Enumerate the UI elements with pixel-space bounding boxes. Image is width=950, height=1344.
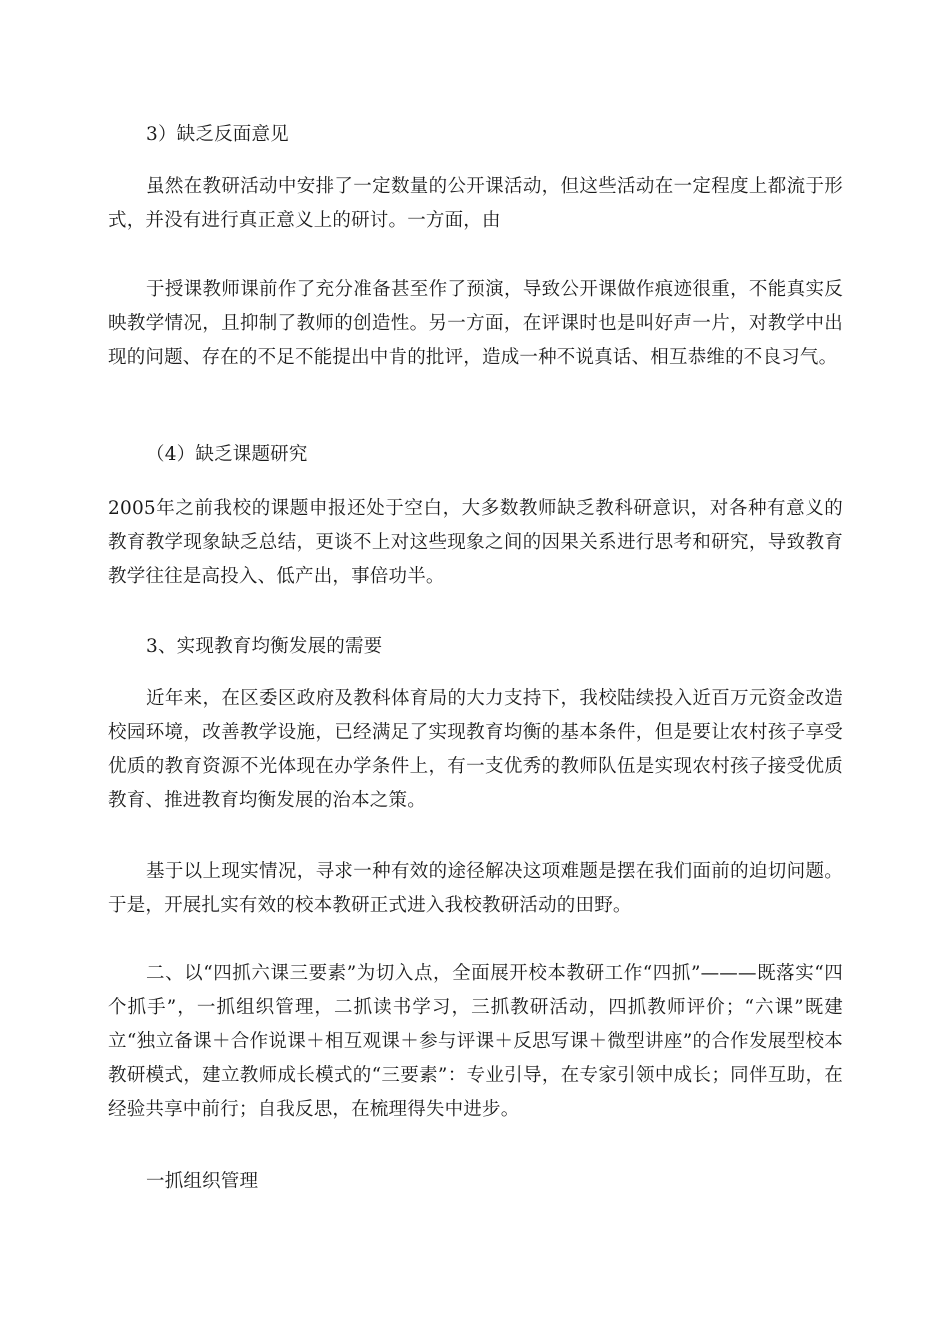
subheading-lack-of-criticism: 3）缺乏反面意见 <box>146 124 289 145</box>
paragraph-recent-years: 近年来，在区委区政府及教科体育局的大力支持下，我校陆续投入近百万元资金改造校园环境，改善教学设施，已经满足了实现教育均衡的基本条件，但是要让农村孩子享受优质的教育资源不光体现在办学条件上，有一支优秀的教师队伍是实现农村孩子接受优质教育、推进教育均衡发展的治本之策。 <box>108 688 843 811</box>
subheading-lack-of-research: （4）缺乏课题研究 <box>146 444 308 465</box>
paragraph-teacher-preparation: 于授课教师课前作了充分准备甚至作了预演，导致公开课做作痕迹很重，不能真实反映教学情况，且抑制了教师的创造性。另一方面，在评课时也是叫好声一片，对教学中出现的问题、存在的不足不能提出中肯的批评，造成一种不说真话、相互恭维的不良习气。 <box>108 279 843 368</box>
paragraph-research-blank: 2005年之前我校的课题申报还处于空白，大多数教师缺乏教科研意识，对各种有意义的教育教学现象缺乏总结，更谈不上对这些现象之间的因果关系进行思考和研究，导致教育教学往往是高投入、低产出，事倍功半。 <box>108 498 843 587</box>
paragraph-based-on-reality: 基于以上现实情况，寻求一种有效的途径解决这项难题是摆在我们面前的迫切问题。于是，开展扎实有效的校本教研正式进入我校教研活动的田野。 <box>108 861 843 916</box>
subheading-organization-management: 一抓组织管理 <box>146 1171 259 1192</box>
paragraph-open-class-formality: 虽然在教研活动中安排了一定数量的公开课活动，但这些活动在一定程度上都流于形式，并没有进行真正意义上的研讨。一方面，由 <box>108 176 843 231</box>
paragraph-four-six-three: 二、以“四抓六课三要素”为切入点，全面展开校本教研工作“四抓”———既落实“四个抓手”，一抓组织管理，二抓读书学习，三抓教研活动，四抓教师评价；“六课”既建立“独立备课＋合作说课＋相互观课＋参与评课＋反思写课＋微型讲座”的合作发展型校本教研模式，建立教师成长模式的“三要素”：专业引导，在专家引领中成长；同伴互助，在经验共享中前行；自我反思，在梳理得失中进步。 <box>108 963 843 1120</box>
heading-education-balance: 3、实现教育均衡发展的需要 <box>146 636 383 657</box>
